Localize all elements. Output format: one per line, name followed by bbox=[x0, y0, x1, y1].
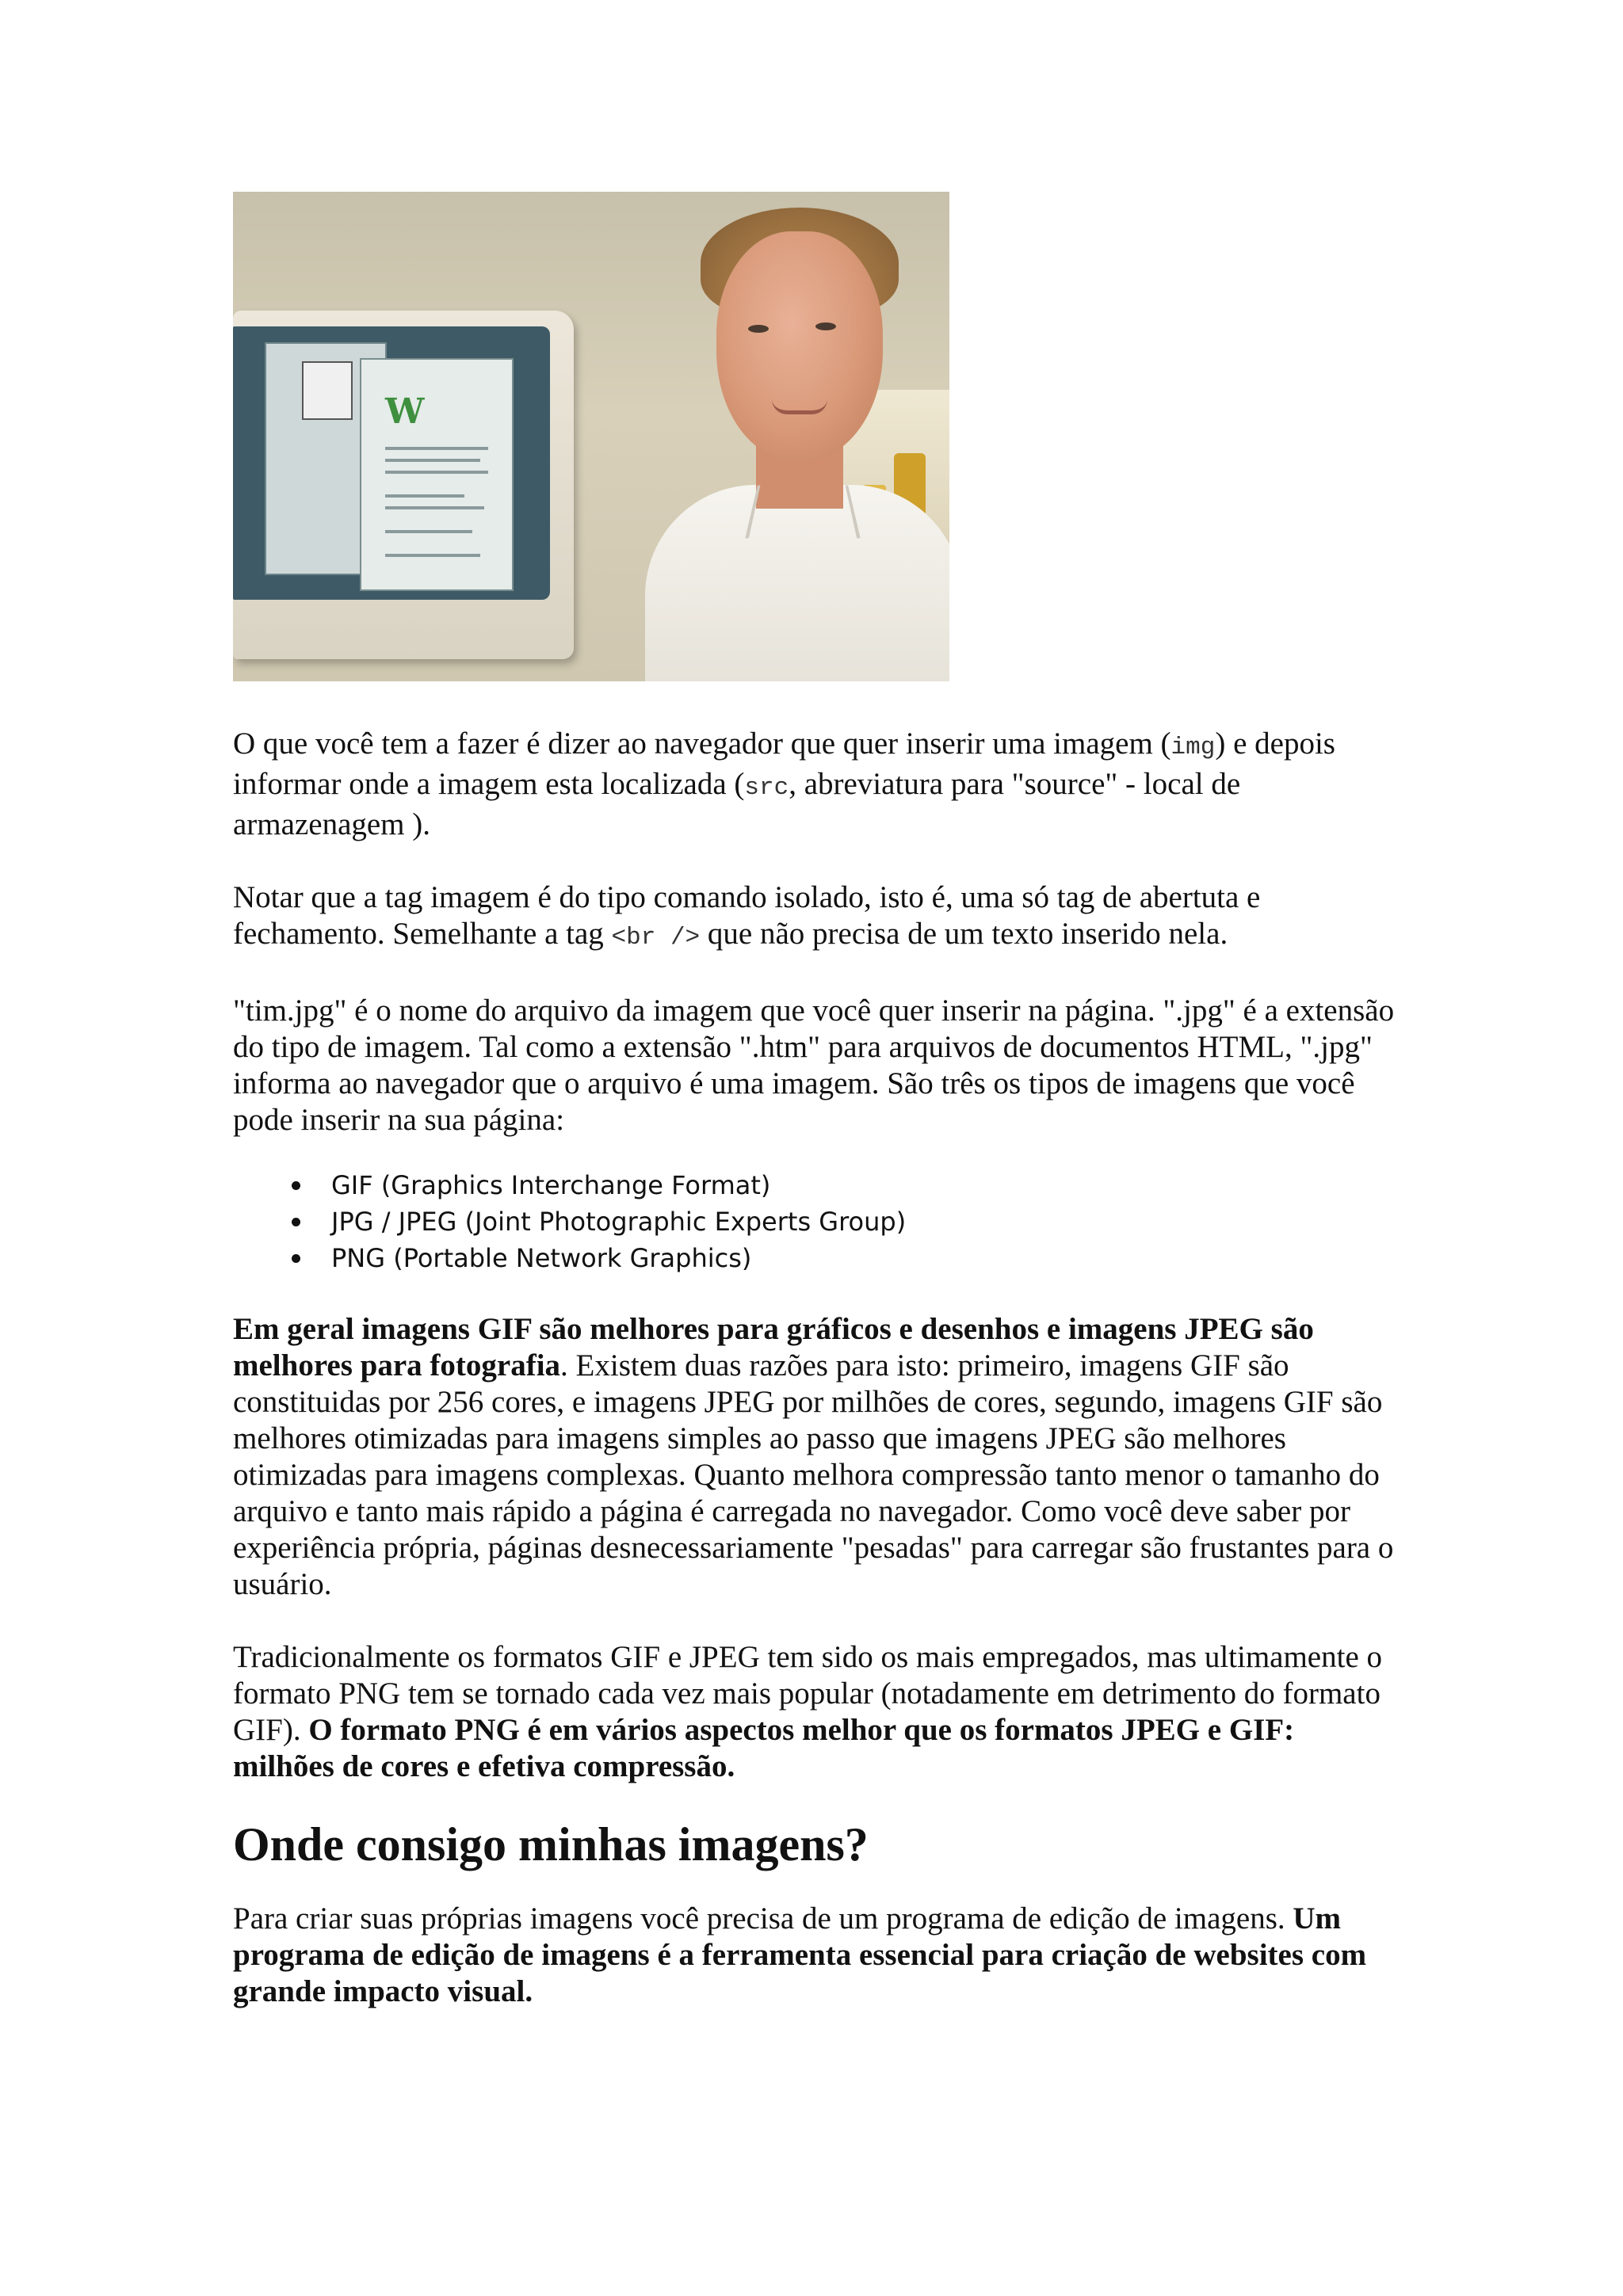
photo-screen-text-line bbox=[385, 447, 488, 450]
photo-screen-text-line bbox=[385, 506, 484, 509]
bullet-icon bbox=[292, 1181, 300, 1190]
photo-monitor-screen bbox=[233, 326, 550, 600]
list-item-label: PNG (Portable Network Graphics) bbox=[331, 1243, 752, 1273]
paragraph-text: O que você tem a fazer é dizer ao navegador que quer inserir uma imagem ( bbox=[233, 727, 1171, 761]
photo-screen-text-line bbox=[385, 459, 480, 462]
paragraph-text: , abreviatura para "source" - local de armazenagem ). bbox=[233, 767, 1241, 841]
list-item bbox=[233, 1203, 1398, 1240]
photo-screen-text-line bbox=[385, 530, 472, 533]
photo-mouth bbox=[772, 399, 827, 414]
image-format-list bbox=[233, 1167, 1398, 1276]
bullet-icon bbox=[292, 1254, 300, 1263]
person-at-computer-photo bbox=[233, 192, 949, 681]
code-img: img bbox=[1170, 734, 1216, 761]
section-heading: Onde consigo minhas imagens? bbox=[233, 1818, 869, 1871]
bullet-icon bbox=[292, 1218, 300, 1226]
photo-screen-picture bbox=[302, 361, 353, 420]
code-br: <br /> bbox=[611, 924, 701, 952]
paragraph-png bbox=[233, 1639, 1398, 1785]
paragraph-text: ) e depois informar onde a imagem esta localizada ( bbox=[233, 727, 1335, 801]
photo-eye bbox=[748, 325, 769, 333]
list-item bbox=[233, 1240, 1398, 1276]
photo-screen-text-line bbox=[385, 471, 488, 474]
photo-screen-text-line bbox=[385, 494, 464, 498]
paragraph-img-intro bbox=[233, 726, 1398, 843]
paragraph-file-types: "tim.jpg" é o nome do arquivo da imagem que você quer inserir na página. ".jpg" é a extensão do tipo de imagem. Tal como a extensão ".htm" para arquivos de documentos HTML, ".jpg" informa ao navegador que o arquivo é uma imagem. São três os tipos de imagens que você pode inserir na sua página: bbox=[233, 994, 1395, 1137]
paragraph-text: Tradicionalmente os formatos GIF e JPEG tem sido os mais empregados, mas ultimamente o formato PNG tem se tornado cada vez mais popular (notadamente em detrimento do formato GIF). bbox=[233, 1640, 1383, 1747]
paragraph-text: Notar que a tag imagem é do tipo comando isolado, isto é, uma só tag de abertuta e fechamento. Semelhante a tag bbox=[233, 880, 1261, 951]
code-src: src bbox=[744, 774, 789, 802]
paragraph-image-editor bbox=[233, 1901, 1398, 2010]
photo-eye bbox=[815, 322, 836, 330]
paragraph-bold-text: Em geral imagens GIF são melhores para gráficos e desenhos e imagens JPEG são melhores para fotografia bbox=[233, 1312, 1314, 1383]
paragraph-bold-text: Um programa de edição de imagens é a ferramenta essencial para criação de websites com grande impacto visual. bbox=[233, 1901, 1367, 2008]
list-item-label: JPG / JPEG (Joint Photographic Experts Group) bbox=[331, 1207, 907, 1237]
paragraph-tag-note bbox=[233, 879, 1398, 956]
photo-screen-logo: W bbox=[385, 391, 425, 432]
paragraph-text: . Existem duas razões para isto: primeiro, imagens GIF são constituidas por 256 cores, e imagens JPEG por milhões de cores, segundo, imagens GIF são melhores otimizadas para imagens simples ao passo que imagens JPEG são melhores otimizadas para imagens complexas. Quanto melhora compressão tanto menor o tamanho do arquivo e tanto mais rápido a página é carregada no navegador. Como você deve saber por experiência própria, páginas desnecessariamente "pesadas" para carregar são frustantes para o usuário. bbox=[233, 1348, 1394, 1601]
paragraph-text: que não precisa de um texto inserido nela. bbox=[700, 917, 1228, 951]
document-page bbox=[233, 192, 1398, 2010]
paragraph-text: Para criar suas próprias imagens você precisa de um programa de edição de imagens. bbox=[233, 1901, 1293, 1936]
photo-screen-window bbox=[360, 358, 514, 591]
list-item bbox=[233, 1167, 1398, 1203]
paragraph-gif-vs-jpeg bbox=[233, 1311, 1398, 1603]
list-item-label: GIF (Graphics Interchange Format) bbox=[331, 1170, 771, 1200]
photo-screen-text-line bbox=[385, 554, 480, 557]
photo-monitor bbox=[233, 311, 574, 659]
paragraph-bold-text: O formato PNG é em vários aspectos melhor que os formatos JPEG e GIF: milhões de cores e efetiva compressão. bbox=[233, 1713, 1295, 1783]
photo-collar bbox=[745, 486, 860, 539]
photo-face bbox=[716, 231, 883, 461]
